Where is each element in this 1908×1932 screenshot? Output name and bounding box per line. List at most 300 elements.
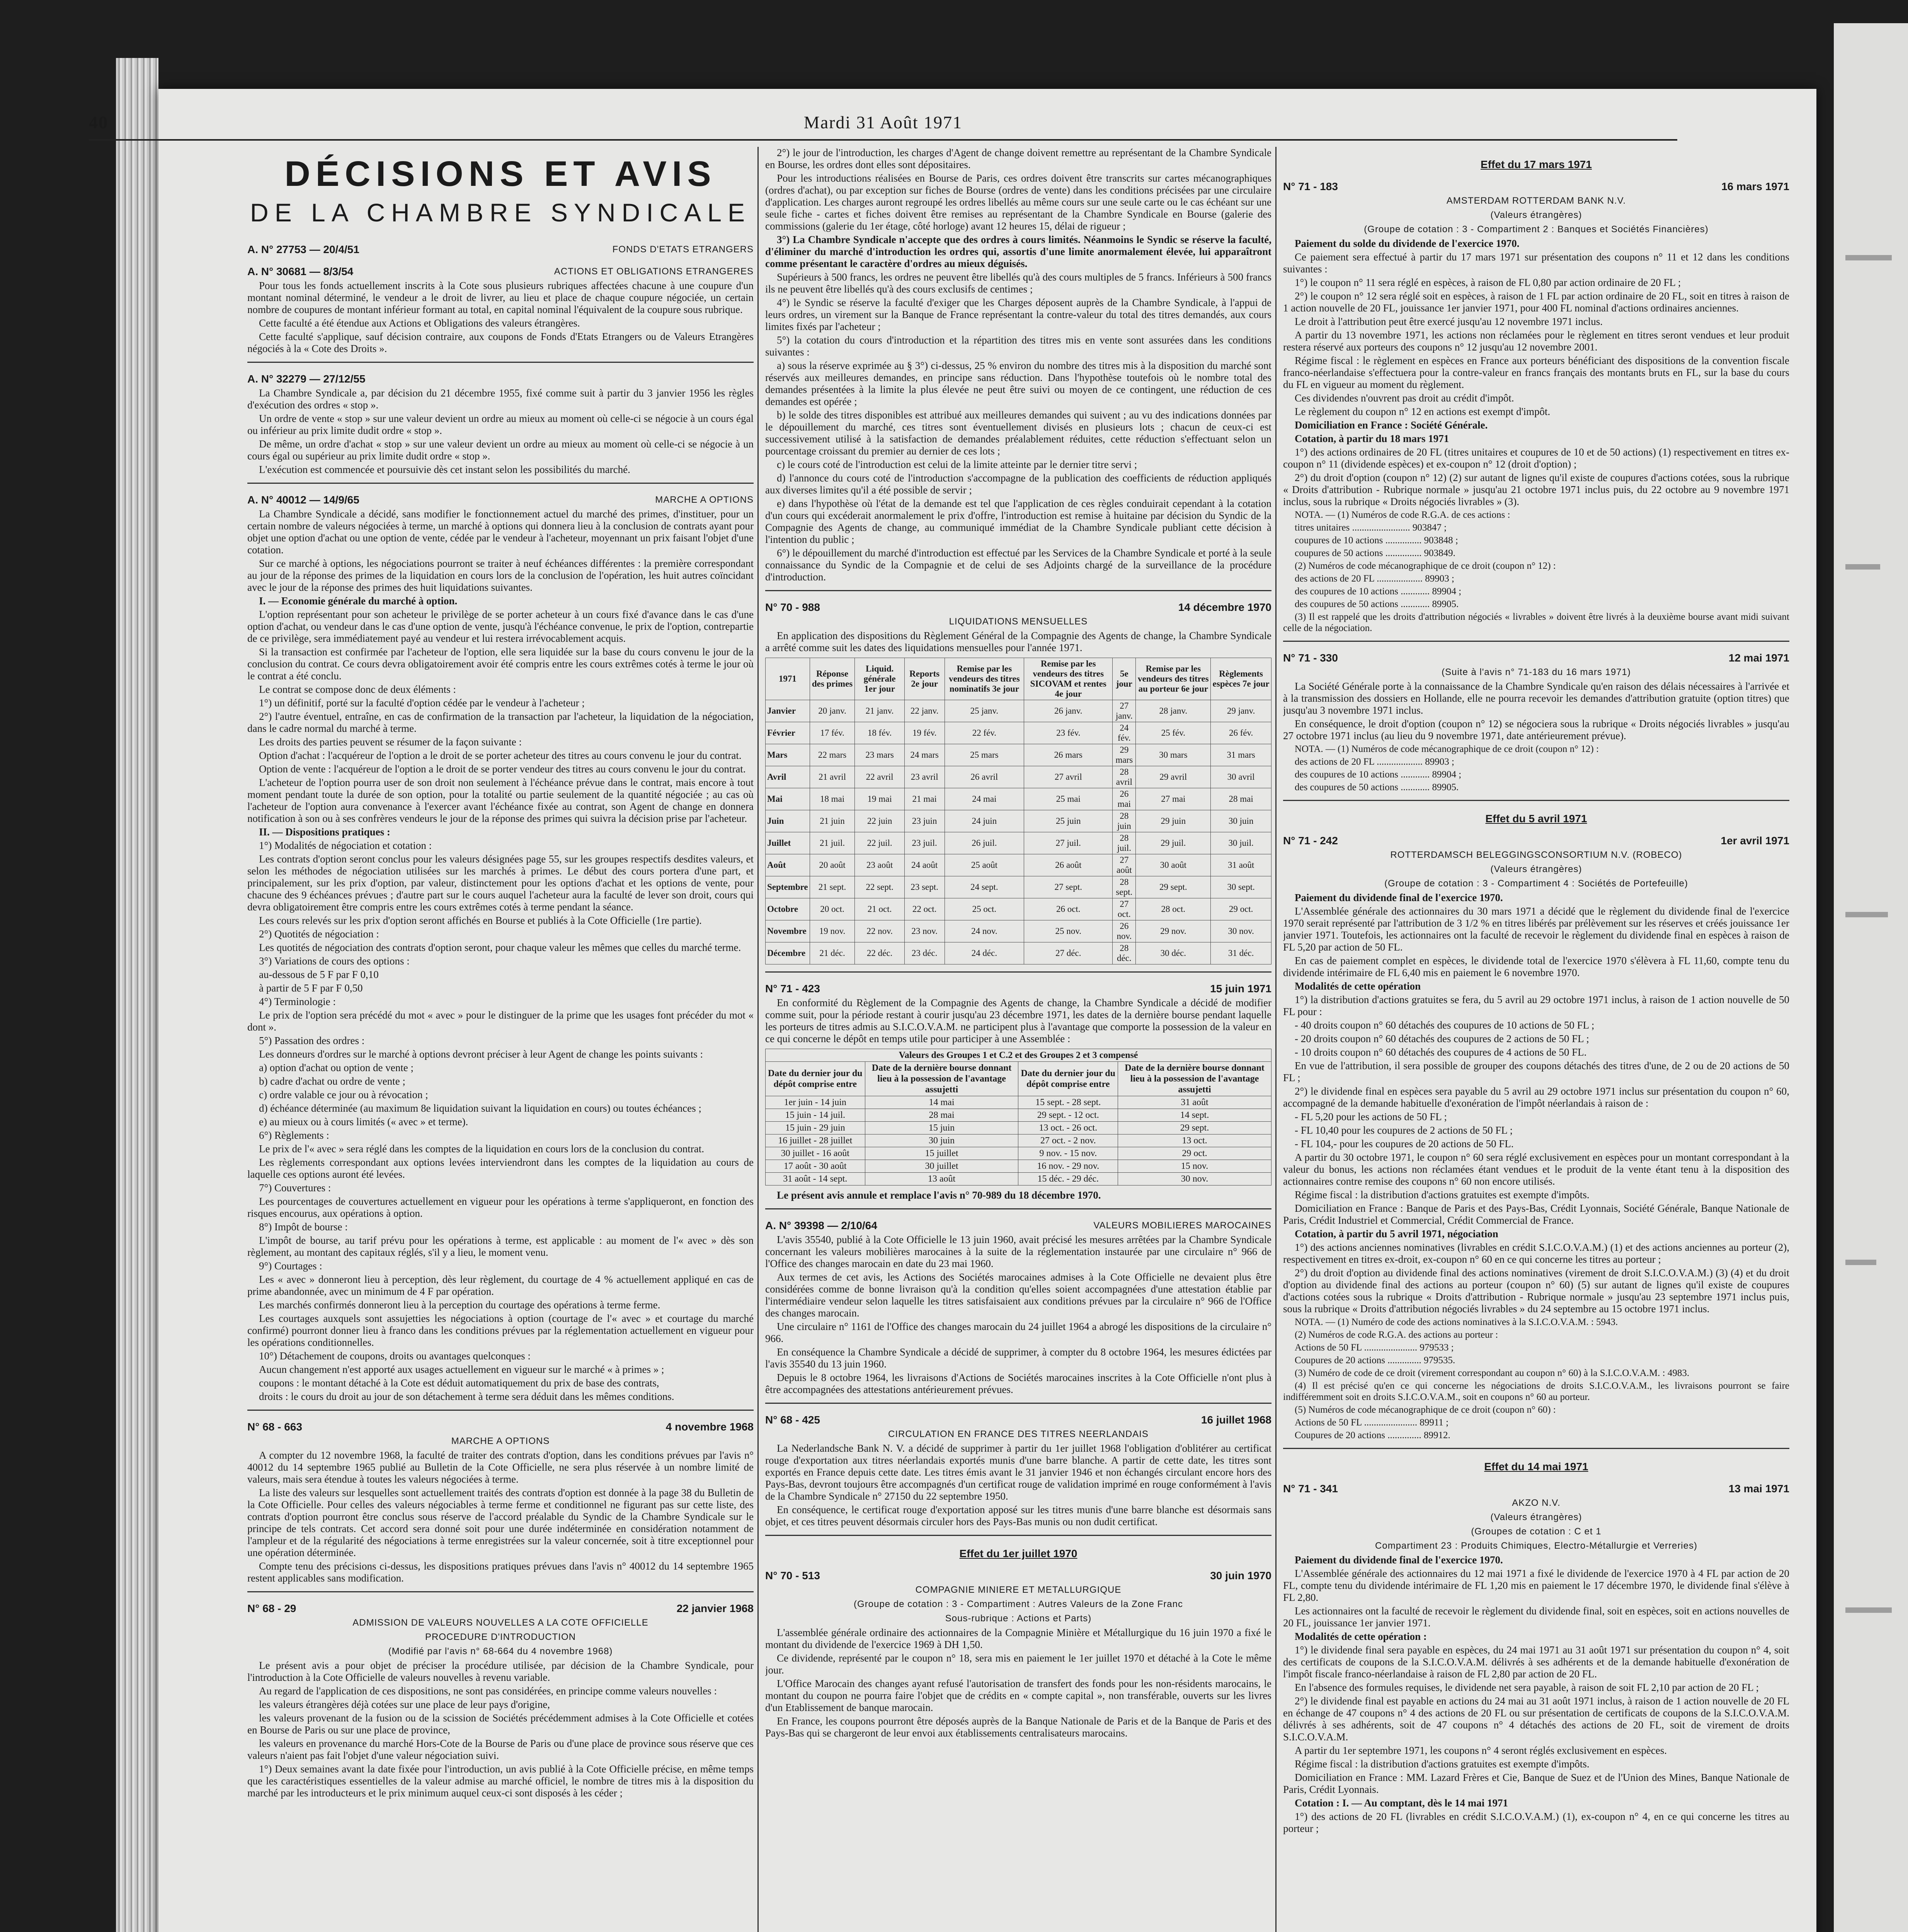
effective-date-heading: Effet du 14 mai 1971 (1484, 1461, 1588, 1473)
table-cell: 26 oct. (1024, 898, 1113, 920)
table-cell: 29 avril (1136, 766, 1211, 788)
paragraph: L'option représentant pour son acheteur le privilège de se porter acheteur à un cours fixé d'avance dans le cas d'une option d'achat, ou vendeur dans le cas d'une option de vente, jusqu'à l'échéance convenue, le prix de l'option, contrepartie de ce privilège, sera immédiatement payé au vendeur et lui restera irrévocablement acquis. (247, 609, 754, 644)
column-header: Règlements espèces 7e jour (1211, 658, 1271, 700)
table-cell: 27 janv. (1113, 700, 1136, 722)
notice-ref (1283, 180, 1789, 192)
section-heading: Modalités de cette opération (1295, 980, 1421, 992)
table-cell: 22 oct. (904, 898, 945, 920)
table-cell: 27 juil. (1024, 832, 1113, 854)
table-cell: Août (766, 854, 810, 876)
note: des coupures de 50 actions ............ 89905. (1295, 599, 1459, 609)
table-cell: 13 août (865, 1173, 1018, 1185)
paragraph: En conséquence, le droit d'option (coupon n° 12) se négociera sous la rubrique « Droits négociés livrables » jusqu'au 27 octobre 1971 inclus (au lieu du 9 novembre 1971, date antérieurement prévue). (1283, 718, 1789, 742)
ref-number: N° 70 - 513 (765, 1570, 820, 1582)
paragraph: Régime fiscal : la distribution d'actions gratuites est exempte d'impôts. (1295, 1758, 1590, 1770)
paragraph: 10°) Détachement de coupons, droits ou avantages quelconques : (259, 1350, 531, 1362)
table-cell: 27 oct. (1113, 898, 1136, 920)
notice-subtitle: (Suite à l'avis n° 71-183 du 16 mars 1971) (1442, 667, 1631, 677)
note: Actions de 50 FL ...................... 89911 ; (1295, 1417, 1449, 1428)
notice-ref (765, 601, 1271, 613)
paragraph: - 40 droits coupon n° 60 détachés des coupures de 10 actions de 50 FL ; (1295, 1019, 1595, 1031)
note: Coupures de 20 actions .............. 89912. (1295, 1430, 1450, 1440)
table-cell: 22 mars (810, 744, 855, 766)
table-cell: 15 juillet (865, 1147, 1018, 1160)
column-3 (1283, 147, 1789, 1932)
paragraph: Les actionnaires ont la faculté de recevoir le règlement du dividende final, soit en espèces, soit en actions nouvelles de 20 FL, jouissance 1er janvier 1971. (1283, 1605, 1789, 1629)
paragraph: d) l'annonce du cours coté de l'introduction s'accompagne de la publication des coefficients de réduction appliqués aux diverses limites qu'il a été possible de servir ; (765, 472, 1271, 496)
table-cell: 28 mai (1211, 788, 1271, 810)
paragraph: Ce paiement sera effectué à partir du 17 mars 1971 sur présentation des coupons n° 11 et 12 dans les conditions suivantes : (1283, 251, 1789, 275)
effective-date-heading: Effet du 1er juillet 1970 (959, 1548, 1077, 1560)
page-number: 40 (89, 112, 108, 132)
paragraph: Le règlement du coupon n° 12 en actions est exempt d'impôt. (1295, 406, 1551, 417)
table-cell: 23 fév. (1024, 722, 1113, 744)
paragraph: Sur ce marché à options, les négociations pourront se traiter à neuf échéances différentes : la première correspondant au jour de la réponse des primes de la liquidation en cours lors de la conclusion de l'opération, les huit autres coïncidant avec le jour de la réponse des primes des huit liquidations suivantes. (247, 558, 754, 593)
table-cell: 30 mars (1136, 744, 1211, 766)
paragraph: Si la transaction est confirmée par l'acheteur de l'option, elle sera liquidée sur la base du cours convenu le jour de la conclusion du contrat. Ce cours devra obligatoirement avoir été compris entre les cours extrêmes cotés à terme le jour où le contrat a été conclu. (247, 646, 754, 682)
table-cell: 29 juin (1136, 810, 1211, 832)
table-cell: 21 mai (904, 788, 945, 810)
table-cell: 25 juin (1024, 810, 1113, 832)
adjacent-text-line (1845, 255, 1892, 260)
table-cell: Novembre (766, 920, 810, 942)
table-cell: Mars (766, 744, 810, 766)
paragraph: L'Assemblée générale des actionnaires du 30 mars 1971 a décidé que le règlement du dividende final de l'exercice 1970 serait représenté par l'attribution de 3 1/2 % en titres libérés par prélèvement sur les réserves et créés jouissance 1er janvier 1971. Toutefois, les actionnaires ont la faculté de recevoir le règlement du dividende final en espèces à raison de FL 5,20 par action de 50 FL. (1283, 905, 1789, 953)
table-cell: 21 juin (810, 810, 855, 832)
issue-date: Mardi 31 Août 1971 (803, 112, 963, 132)
paragraph: Les « avec » donneront lieu à perception, dès leur règlement, du courtage de 4 % actuellement appliqué en cas de prime abandonnée, avec un minimum de 4 F par opération. (247, 1274, 754, 1297)
table-row (766, 766, 1271, 788)
paragraph: Le prix de l'« avec » sera réglé dans les comptes de la liquidation en cours lors de la conclusion du contrat. (259, 1143, 704, 1155)
table-cell: 30 sept. (1211, 876, 1271, 898)
paragraph: Domiciliation en France : MM. Lazard Frères et Cie, Banque de Suez et de l'Union des Mines, Banque Nationale de Paris, Crédit Lyonnais. (1283, 1772, 1789, 1795)
ref-title: ACTIONS ET OBLIGATIONS ETRANGERES (554, 266, 754, 277)
table-cell: 23 mars (855, 744, 904, 766)
divider (247, 1591, 754, 1592)
note: Coupures de 20 actions .............. 979535. (1295, 1355, 1455, 1366)
table-cell: 23 déc. (904, 942, 945, 964)
table-title-row (766, 1049, 1271, 1062)
table-cell: 22 fév. (945, 722, 1024, 744)
ref-number: A. N° 39398 — 2/10/64 (765, 1219, 877, 1231)
paragraph: En conformité du Règlement de la Compagnie des Agents de change, la Chambre Syndicale a décidé de modifier comme suit, pour la période restant à courir jusqu'au 23 décembre 1971, les dates de la dernière bourse pendant laquelle les porteurs de titres admis au S.I.C.O.V.A.M. ne participent plus à l'avantage que comporte la possession de la valeur en ce qui concerne le dépôt en temps utile pour participer à une Assemblée : (765, 997, 1271, 1044)
table-cell: 26 fév. (1211, 722, 1271, 744)
table-cell: 27 mai (1136, 788, 1211, 810)
column-header: Date de la dernière bourse donnant lieu à la possession de l'avantage assujetti (865, 1062, 1018, 1096)
divider (247, 362, 754, 363)
column-header: Remise par les vendeurs des titres au porteur 6e jour (1136, 658, 1211, 700)
ref-number: A. N° 30681 — 8/3/54 (247, 265, 354, 277)
table-row (766, 1173, 1271, 1185)
divider (765, 971, 1271, 973)
ref-date: 16 juillet 1968 (1201, 1414, 1271, 1426)
paragraph: - 20 droits coupon n° 60 détachés des coupures de 2 actions de 50 FL ; (1295, 1033, 1589, 1044)
adjacent-text-line (1845, 912, 1888, 917)
column-header: Remise par les vendeurs des titres nominatifs 3e jour (945, 658, 1024, 700)
paragraph: L'Office Marocain des changes ayant refusé l'autorisation de transfert des fonds pour les non-résidents marocains, le montant du coupon ne pourra faire l'objet que de crédits en « compte capital », non transférable, ouverts sur les livres d'un Etablissement de banque marocain. (765, 1678, 1271, 1713)
paragraph: L'impôt de bourse, au tarif prévu pour les opérations à terme, est applicable : au moment de l'« avec » dès son règlement, au montant des capitaux réglés, s'il y a lieu, le moment venu. (247, 1235, 754, 1258)
table-cell: 24 sept. (945, 876, 1024, 898)
table-cell: 23 juin (904, 810, 945, 832)
table-body (766, 1096, 1271, 1185)
paragraph: Cotation, à partir du 18 mars 1971 (1295, 433, 1449, 444)
paragraph: Les droits des parties peuvent se résumer de la façon suivante : (259, 736, 522, 748)
column-header: Date du dernier jour du dépôt comprise entre (766, 1062, 865, 1096)
column-header: 1971 (766, 658, 810, 700)
table-cell: 19 mai (855, 788, 904, 810)
note: des actions de 20 FL ................... 89903 ; (1295, 573, 1454, 584)
table-cell: 28 mai (865, 1109, 1018, 1122)
column-header: Réponse des primes (810, 658, 855, 700)
table-row (766, 832, 1271, 854)
section-heading: I. — Economie générale du marché à option. (259, 595, 458, 607)
masthead-title: DÉCISIONS ET AVIS (284, 154, 717, 194)
column-2 (765, 147, 1271, 1932)
table-cell: 28 avril (1113, 766, 1136, 788)
table-cell: 28 janv. (1136, 700, 1211, 722)
table-cell: 29 juil. (1136, 832, 1211, 854)
section-heading: Paiement du dividende final de l'exercice 1970. (1295, 1554, 1503, 1566)
table-row (766, 1096, 1271, 1109)
note: NOTA. — (1) Numéros de code R.G.A. de ces actions : (1295, 510, 1510, 520)
paragraph: Une circulaire n° 1161 de l'Office des changes marocain du 24 juillet 1964 a abrogé les dispositions de la circulaire n° 966. (765, 1321, 1271, 1344)
table-cell: 26 avril (945, 766, 1024, 788)
table-cell: 30 août (1136, 854, 1211, 876)
notice-ref (247, 243, 754, 255)
table-body (766, 700, 1271, 964)
paragraph: En l'absence des formules requises, le dividende net sera payable, à raison de soit FL 2,10 par action de 20 FL ; (1295, 1682, 1759, 1693)
table-cell: 27 août (1113, 854, 1136, 876)
table-cell: 18 fév. (855, 722, 904, 744)
note: coupures de 50 actions ............... 903849. (1295, 548, 1455, 558)
notice-title: COMPAGNIE MINIERE ET METALLURGIQUE (915, 1585, 1122, 1595)
ref-date: 22 janvier 1968 (676, 1602, 754, 1614)
paragraph: Les courtages auxquels sont assujetties les négociations à option (courtage de l'« avec » et courtage du marché confirmé) pourront donner lieu à franco dans les conditions prévues par la réglementation actuellement en vigueur pour les opérations conditionnelles. (247, 1313, 754, 1348)
table-cell: 19 nov. (810, 920, 855, 942)
paragraph: 2°) le dividende final en espèces sera payable du 5 avril au 29 octobre 1971 inclus sur présentation du coupon n° 60, accompagné de la demande habituelle d'exonération de l'impôt néerlandais à raison de : (1283, 1085, 1789, 1109)
table-cell: 30 juin (1211, 810, 1271, 832)
paragraph: 3°) La Chambre Syndicale n'accepte que des ordres à cours limités. Néanmoins le Syndic se réserve la faculté, d'éliminer du marché d'introduction les ordres qui, assortis d'une limite anormalement élevée, lui apparaîtront comme présentant le caractère d'ordres au mieux déguisés. (765, 234, 1271, 269)
note: des coupures de 10 actions ............ 89904 ; (1295, 769, 1462, 780)
table-cell: 21 janv. (855, 700, 904, 722)
paragraph: 6°) Règlements : (259, 1129, 329, 1141)
note: (3) Numéro de code de ce droit (virement correspondant au coupon n° 60) à la S.I.C.O.V.A.M. : 4983. (1295, 1368, 1690, 1378)
table-cell: 28 sept. (1113, 876, 1136, 898)
paragraph: 1°) Modalités de négociation et cotation : (259, 840, 432, 851)
divider (1283, 641, 1789, 642)
table-cell: 23 juil. (904, 832, 945, 854)
paragraph: Un ordre de vente « stop » sur une valeur devient un ordre au mieux au moment où celle-ci se négocie à un cours égal ou inférieur au prix limite dudit ordre « stop ». (247, 413, 754, 436)
section-heading: Modalités de cette opération : (1295, 1631, 1427, 1642)
paragraph: Régime fiscal : le règlement en espèces en France aux porteurs bénéficiant des dispositions de la convention fiscale franco-néerlandaise s'effectuera pour la contre-valeur en francs français des montants bruts en FL, sur la base du cours du FL en vigueur au moment du règlement. (1283, 355, 1789, 390)
table-cell: 29 oct. (1118, 1147, 1271, 1160)
divider (1283, 1448, 1789, 1449)
ref-date: 4 novembre 1968 (666, 1421, 754, 1433)
table-cell: 25 oct. (945, 898, 1024, 920)
ref-title: VALEURS MOBILIERES MAROCAINES (1093, 1220, 1271, 1231)
paragraph: Le présent avis annule et remplace l'avis n° 70-989 du 18 décembre 1970. (777, 1189, 1101, 1201)
paragraph: - 10 droits coupon n° 60 détachés des coupures de 4 actions de 50 FL. (1295, 1046, 1587, 1058)
divider (765, 1535, 1271, 1536)
table-cell: 29 oct. (1211, 898, 1271, 920)
paragraph: En cas de paiement complet en espèces, le dividende total de l'exercice 1970 s'élèvera à FL 11,60, compte tenu du dividende intérimaire de FL 6,40 mis en paiement le 6 novembre 1970. (1283, 955, 1789, 978)
ref-number: N° 71 - 330 (1283, 652, 1338, 664)
paragraph: Pour les introductions réalisées en Bourse de Paris, ces ordres doivent être transcrits sur cartes mécanographiques (ordres d'achat), ou par exception sur fiches de Bourse (ordres de vente) dans les conditions précisées par une circulaire d'application. Les charges auront regroupé les ordres libellés au même cours sur une seule carte ou le cas échéant sur une seule fiche - cartes et fiches doivent être remises au représentant de la Chambre Syndicale en Bourse (galerie des commissions (galerie du 1er étage, côté horloge) avant 12 heures 15, délai de rigueur ; (765, 172, 1271, 232)
table-cell: 20 août (810, 854, 855, 876)
paragraph: 2°) l'autre éventuel, entraîne, en cas de confirmation de la transaction par l'acheteur, la liquidation de la négociation, dans le cadre normal du marché à terme. (247, 711, 754, 734)
paragraph: Le prix de l'option sera précédé du mot « avec » pour le distinguer de la prime que les usages font précéder du mot « dont ». (247, 1009, 754, 1033)
running-header (89, 112, 1677, 135)
table-cell: 25 fév. (1136, 722, 1211, 744)
notice-ref (765, 983, 1271, 995)
paragraph: 2°) le jour de l'introduction, les charges d'Agent de change doivent remettre au représentant de la Chambre Syndicale en Bourse, les ordres dont elles sont dépositaires. (765, 147, 1271, 170)
table-cell: 30 juillet - 16 août (766, 1147, 865, 1160)
paragraph: 7°) Couvertures : (259, 1182, 331, 1194)
ref-number: N° 70 - 988 (765, 601, 820, 613)
paragraph: à partir de 5 F par F 0,50 (259, 982, 363, 994)
table-cell: 23 avril (904, 766, 945, 788)
paragraph: Pour tous les fonds actuellement inscrits à la Cote sous plusieurs rubriques affectées chacune à une coupure d'un montant nominal déterminé, le vendeur a le droit de livrer, au lieu et place de chaque coupure négociée, un certain nombre de coupures de montant inférieur formant au total, en capital nominal l'équivalent de la coupure sous rubrique. (247, 280, 754, 315)
table-cell: 29 janv. (1211, 700, 1271, 722)
paragraph: Cotation : I. — Au comptant, dès le 14 mai 1971 (1295, 1797, 1508, 1809)
notice-subtitle: (Groupes de cotation : C et 1 (1471, 1526, 1602, 1537)
ref-number: A. N° 32279 — 27/12/55 (247, 373, 366, 385)
paragraph: Domiciliation en France : Banque de Paris et des Pays-Bas, Crédit Lyonnais, Société Générale, Banque Nationale de Paris, Crédit Industriel et Commercial, Crédit Commercial de France. (1283, 1202, 1789, 1226)
table-cell: 26 janv. (1024, 700, 1113, 722)
paragraph: Supérieurs à 500 francs, les ordres ne peuvent être libellés qu'à des cours multiples de 5 francs. Inférieurs à 500 francs ils ne peuvent être libellés qu'à des cours exclusifs de centimes ; (765, 271, 1271, 295)
paragraph: Les marchés confirmés donneront lieu à la perception du courtage des opérations à terme ferme. (259, 1299, 660, 1311)
paragraph: 5°) la cotation du cours d'introduction et la répartition des titres mis en vente sont assurées dans les conditions suivantes : (765, 334, 1271, 358)
notice-ref (247, 494, 754, 506)
paragraph: Aux termes de cet avis, les Actions des Sociétés marocaines admises à la Cote Officielle ne devaient plus être considérées comme de bonne livraison qu'à la condition qu'elles soient accompagnées d'une attestation établie par l'intermédiaire vendeur selon laquelle les titres satisfaisaient aux conditions prévues par la circulaire n° 966 de l'Office des changes marocain. (765, 1271, 1271, 1319)
paragraph: L'acheteur de l'option pourra user de son droit non seulement à l'échéance prévue dans le contrat, mais encore à tout moment pendant toute la durée de son option, pour la totalité ou partie seulement de la quantité négociée ; au cas où l'acheteur de l'option aura convenance à l'exercer avant l'échéance fixée au contrat, son Agent de change en donnera notification à son ou à ses confrères vendeurs le jour de la réponse des primes qui suivra la décision prise par l'acheteur. (247, 777, 754, 824)
table-cell: 15 juin (865, 1122, 1018, 1134)
table-cell: 25 mai (1024, 788, 1113, 810)
table-row (766, 700, 1271, 722)
table-cell: 17 août - 30 août (766, 1160, 865, 1173)
paragraph: 1°) Deux semaines avant la date fixée pour l'introduction, un avis publié à la Cote Officielle précise, en même temps que les caractéristiques essentielles de la valeur admise au marché officiel, le nombre de titres mis à la disposition du marché par les introducteurs et le prix minimum auquel ceux-ci sont disposés à les céder ; (247, 1763, 754, 1799)
table-cell: Janvier (766, 700, 810, 722)
table-cell: 29 sept. (1118, 1122, 1271, 1134)
paragraph: les valeurs provenant de la fusion ou de la scission de Sociétés précédemment admises à la Cote Officielle et cotées en Bourse de Paris ou sur une place de province, (247, 1712, 754, 1736)
paragraph: 1°) un définitif, porté sur la faculté d'option cédée par le vendeur à l'acheteur ; (259, 697, 585, 709)
table-cell: 31 août - 14 sept. (766, 1173, 865, 1185)
table-cell: 28 juin (1113, 810, 1136, 832)
ref-number: N° 71 - 423 (765, 983, 820, 995)
ref-number: N° 71 - 341 (1283, 1483, 1338, 1495)
paragraph: 2°) le dividende final est payable en actions du 24 mai au 31 août 1971 inclus, à raison de 1 action nouvelle de 20 FL en échange de 47 coupons n° 4 des actions de 20 FL ou sur présentation de certificats de coupons de la S.I.C.O.V.A.M. délivrés à ses adhérents, soit de 47 coupons n° 4 détachés des actions de 20 FL, soit de virement de droits S.I.C.O.V.A.M. (1283, 1695, 1789, 1743)
ref-number: N° 68 - 29 (247, 1602, 296, 1614)
notice-subtitle: (Groupe de cotation : 3 - Compartiment 2 : Banques et Sociétés Financières) (1364, 224, 1709, 235)
table-cell: 24 déc. (945, 942, 1024, 964)
paragraph: Depuis le 8 octobre 1964, les livraisons d'Actions de Sociétés marocaines inscrites à la Cote Officielle n'ont plus à être accompagnées des attestations antérieurement prévues. (765, 1372, 1271, 1395)
divider (765, 1403, 1271, 1404)
table-row (766, 1160, 1271, 1173)
divider (765, 590, 1271, 591)
column-rule (1275, 147, 1277, 1932)
notice-title: ROTTERDAMSCH BELEGGINGSCONSORTIUM N.V. (ROBECO) (1390, 850, 1682, 860)
notice-ref (765, 1219, 1271, 1231)
table-cell: Juillet (766, 832, 810, 854)
table-cell: 24 mai (945, 788, 1024, 810)
paragraph: Ces dividendes n'ouvrent pas droit au crédit d'impôt. (1295, 392, 1514, 404)
table-cell: 22 avril (855, 766, 904, 788)
table-header-row (766, 1062, 1271, 1096)
table-cell: 24 mars (904, 744, 945, 766)
table-cell: 15 juin - 29 juin (766, 1122, 865, 1134)
table-cell: Juin (766, 810, 810, 832)
notice-ref (1283, 1483, 1789, 1495)
note: (4) Il est précisé qu'en ce qui concerne les négociations de droits S.I.C.O.V.A.M., les livraisons pourront se faire indifféremment soit en droits S.I.C.O.V.A.M., soit en coupons n° 60 au porteur. (1283, 1381, 1789, 1402)
note: des coupures de 50 actions ............ 89905. (1295, 782, 1459, 793)
table-cell: 26 mars (1024, 744, 1113, 766)
paragraph: 8°) Impôt de bourse : (259, 1221, 348, 1233)
paragraph: Les contrats d'option seront conclus pour les valeurs désignées page 55, sur les groupes respectifs desdites valeurs, et selon les méthodes de négociation utilisées sur les marchés à primes. Le début des cours portera d'une part, et principalement, sur les prix d'option, par valeur, distinctement pour les options d'achat et les options de vente, pour chacune des 9 échéances prévues ; d'autre part sur le cours auquel l'acheteur aura la faculté de lever son droit, cours qui devra obligatoirement être compris entre les cours extrêmes cotés à terme pendant la séance. (247, 853, 754, 913)
paragraph: Cette faculté s'applique, sauf décision contraire, aux coupons de Fonds d'Etats Etrangers ou de Valeurs Etrangères négociés à la « Cote des Droits ». (247, 331, 754, 354)
paragraph: Domiciliation en France : Société Générale. (1295, 419, 1488, 431)
paragraph: Les donneurs d'ordres sur le marché à options devront préciser à leur Agent de change les points suivants : (259, 1048, 703, 1060)
table-cell: 21 sept. (810, 876, 855, 898)
paragraph: b) cadre d'achat ou ordre de vente ; (259, 1075, 405, 1087)
notice-title: PROCEDURE D'INTRODUCTION (425, 1632, 576, 1642)
table-cell: 29 mars (1113, 744, 1136, 766)
paragraph: les valeurs étrangères déjà cotées sur une place de leur pays d'origine, (259, 1699, 550, 1710)
notice-title: LIQUIDATIONS MENSUELLES (949, 616, 1088, 627)
table-cell: 26 août (1024, 854, 1113, 876)
table-cell: 23 nov. (904, 920, 945, 942)
notice-title: AKZO N.V. (1512, 1498, 1561, 1508)
divider (247, 483, 754, 484)
paragraph: 3°) Variations de cours des options : (259, 955, 410, 967)
paragraph: 2°) du droit d'option (coupon n° 12) (2) sur autant de lignes qu'il existe de coupures d'actions cotées, sous la rubrique « Droits d'attribution - Rubrique normale » jusqu'au 21 octobre 1971 inclus puis, du 22 octobre au 9 novembre 1971 inclus, sous la rubrique « Droits négociés livrables » (3). (1283, 472, 1789, 507)
table-row (766, 1109, 1271, 1122)
paragraph: - FL 10,40 pour les coupures de 2 actions de 50 FL ; (1295, 1124, 1513, 1136)
table-cell: 22 juin (855, 810, 904, 832)
ref-date: 14 décembre 1970 (1178, 601, 1271, 613)
note: (3) Il est rappelé que les droits d'attribution négociés « livrables » doivent être livrés à la deuxième bourse avant midi suivant celle de la négociation. (1283, 612, 1789, 633)
table-cell: 24 nov. (945, 920, 1024, 942)
ref-title: FONDS D'ETATS ETRANGERS (612, 244, 754, 255)
paragraph: En vue de l'attribution, il sera possible de grouper des coupons détachés des titres d'une, de 2 ou de 20 actions de 50 FL ; (1283, 1060, 1789, 1083)
table-row (766, 788, 1271, 810)
note: titres unitaires ........................ 903847 ; (1295, 522, 1447, 533)
table-cell: 27 avril (1024, 766, 1113, 788)
effective-date-heading: Effet du 5 avril 1971 (1485, 813, 1587, 825)
table-cell: 28 déc. (1113, 942, 1136, 964)
paragraph: droits : le cours du droit au jour de son détachement à terme sera déduit dans les mêmes conditions. (259, 1391, 674, 1402)
paragraph: e) au mieux ou à cours limités (« avec » et terme). (259, 1116, 468, 1128)
paragraph: - FL 5,20 pour les actions de 50 FL ; (1295, 1111, 1447, 1122)
paragraph: Au regard de l'application de ces dispositions, ne sont pas considérées, en principe comme valeurs nouvelles : (259, 1685, 717, 1697)
ref-number: N° 71 - 183 (1283, 180, 1338, 192)
masthead-subtitle: DE LA CHAMBRE SYNDICALE (250, 198, 751, 227)
column-1 (247, 147, 754, 1932)
section-heading: Paiement du solde du dividende de l'exercice 1970. (1295, 238, 1520, 249)
paragraph: L'Assemblée générale des actionnaires du 12 mai 1971 a fixé le dividende de l'exercice 1970 à 4 FL par action de 20 FL, compte tenu du dividende intérimaire de FL 1,20 mis en paiement le 17 décembre 1970, le dividende final s'élève à FL 2,80. (1283, 1568, 1789, 1603)
table-cell: 25 août (945, 854, 1024, 876)
paragraph: En conséquence la Chambre Syndicale a décidé de supprimer, à compter du 8 octobre 1964, les mesures édictées par l'avis 35540 du 13 juin 1960. (765, 1346, 1271, 1370)
table-cell: 26 nov. (1113, 920, 1136, 942)
table-row (766, 810, 1271, 832)
liquidation-table (765, 658, 1271, 964)
table-cell: 29 nov. (1136, 920, 1211, 942)
table-cell: 24 août (904, 854, 945, 876)
table-cell: 21 avril (810, 766, 855, 788)
table-cell: 22 déc. (855, 942, 904, 964)
paragraph: Cotation, à partir du 5 avril 1971, négociation (1295, 1228, 1498, 1240)
paragraph: La Chambre Syndicale a, par décision du 21 décembre 1955, fixé comme suit à partir du 3 janvier 1956 les règles d'exécution des ordres « stop ». (247, 387, 754, 411)
notice-subtitle: (Valeurs étrangères) (1490, 864, 1582, 874)
table-cell: 31 août (1211, 854, 1271, 876)
note: des coupures de 10 actions ............ 89904 ; (1295, 586, 1462, 597)
table-cell: 27 sept. (1024, 876, 1113, 898)
paragraph: a) option d'achat ou option de vente ; (259, 1062, 414, 1073)
table-cell: Avril (766, 766, 810, 788)
table-cell: 30 nov. (1211, 920, 1271, 942)
notice-ref (1283, 652, 1789, 664)
table-title: Valeurs des Groupes 1 et C.2 et des Groupes 2 et 3 compensé (766, 1049, 1271, 1062)
paragraph: b) le solde des titres disponibles est attribué aux meilleures demandes qui suivent ; au vu des indications données par le dépouillement du marché, ces titres sont éventuellement divisés en plusieurs lots ; chacun de ceux-ci est successivement utilisé à la satisfaction de demandes préalablement réduites, cette réduction s'effectuant selon un pourcentage croissant du premier au dernier de ces lots ; (765, 409, 1271, 457)
paragraph: Cette faculté a été étendue aux Actions et Obligations des valeurs étrangères. (259, 317, 580, 329)
notice-title: ADMISSION DE VALEURS NOUVELLES A LA COTE OFFICIELLE (352, 1617, 648, 1628)
table-cell: 28 oct. (1136, 898, 1211, 920)
table-cell: 31 déc. (1211, 942, 1271, 964)
paragraph: Le droit à l'attribution peut être exercé jusqu'au 12 novembre 1971 inclus. (1295, 316, 1603, 327)
paragraph: L'assemblée générale ordinaire des actionnaires de la Compagnie Minière et Métallurgique du 16 juin 1970 a fixé le montant du dividende de l'exercice 1969 à DH 1,50. (765, 1627, 1271, 1650)
paragraph: La Nederlandsche Bank N. V. a décidé de supprimer à partir du 1er juillet 1968 l'obligation d'oblitérer au certificat rouge d'exportation aux titres néerlandais exportés munis d'une barre blanche. A partir de cette date, les titres sont exportés en France depuis cette date. Les titres émis avant le 31 janvier 1946 et non échangés circulant encore hors des Pays-Bas, devront toujours être accompagnés d'un certificat rouge de validation imprimé en rouge conformément à l'avis de la Chambre Syndicale n° 27150 du 22 septembre 1950. (765, 1442, 1271, 1502)
book-binding (116, 58, 158, 1932)
paragraph: L'avis 35540, publié à la Cote Officielle le 13 juin 1960, avait précisé les mesures arrêtées par la Chambre Syndicale concernant les valeurs mobilières marocaines à la suite de la réglementation instaurée par une circulaire n° 966 de l'Office des changes marocain en date du 23 mai 1960. (765, 1234, 1271, 1269)
table-cell: Mai (766, 788, 810, 810)
paragraph: au-dessous de 5 F par F 0,10 (259, 969, 379, 980)
paragraph: 4°) Terminologie : (259, 996, 336, 1007)
paragraph: De même, un ordre d'achat « stop » sur une valeur devient un ordre au mieux au moment où celle-ci se négocie à un cours égal ou supérieur au prix limite dudit ordre « stop ». (247, 438, 754, 462)
table-cell: 26 mai (1113, 788, 1136, 810)
notice-ref (247, 1421, 754, 1433)
table-cell: 25 mars (945, 744, 1024, 766)
ref-number: N° 68 - 425 (765, 1414, 820, 1426)
section-heading: Paiement du dividende final de l'exercice 1970. (1295, 892, 1503, 903)
table-cell: 22 sept. (855, 876, 904, 898)
paragraph: A partir du 1er septembre 1971, les coupons n° 4 seront réglés exclusivement en espèces. (1295, 1745, 1667, 1756)
paragraph: 2°) le coupon n° 12 sera réglé soit en espèces, à raison de 1 FL par action ordinaire de 20 FL, soit en titres à raison de 1 action nouvelle de 20 FL, jouissance 1er janvier 1971, pour 400 FL nominal d'actions ordinaires anciennes. (1283, 290, 1789, 314)
paragraph: En France, les coupons pourront être déposés auprès de la Banque Nationale de Paris et de la Banque de Paris et des Pays-Bas qui se chargeront de leur envoi aux établissements centralisateurs marocains. (765, 1715, 1271, 1739)
paragraph: 1°) le dividende final sera payable en espèces, du 24 mai 1971 au 31 août 1971 sur présentation du coupon n° 4, soit des certificats de coupons de la S.I.C.O.V.A.M. délivrés à ses adhérents et de la demande habituelle d'exonération de l'impôt fiscale franco-néerlandaise à raison de FL 2,80 par action de 20 FL. (1283, 1644, 1789, 1680)
note: des actions de 20 FL ................... 89903 ; (1295, 757, 1454, 767)
table-cell: 21 juil. (810, 832, 855, 854)
ref-number: A. N° 40012 — 14/9/65 (247, 494, 359, 506)
ref-date: 13 mai 1971 (1728, 1483, 1789, 1495)
table-cell: 16 nov. - 29 nov. (1018, 1160, 1118, 1173)
table-cell: 22 nov. (855, 920, 904, 942)
table-cell: 25 nov. (1024, 920, 1113, 942)
note: Actions de 50 FL ...................... 979533 ; (1295, 1342, 1454, 1353)
paragraph: Compte tenu des précisions ci-dessus, les dispositions pratiques prévues dans l'avis n° 40012 du 14 septembre 1965 restent applicables sans modification. (247, 1560, 754, 1584)
column-rule (757, 147, 759, 1932)
notice-ref (247, 265, 754, 277)
paragraph: La liste des valeurs sur lesquelles sont actuellement traités des contrats d'option est donnée à la page 38 du Bulletin de la Cote Officielle. Pour celles des valeurs négociables à terme ferme et conditionnel ne figurant pas sur cette liste, des contrats d'option pourront être conclus sous réserve de l'accord préalable du Syndic de la Chambre Syndicale sur le principe de tels contrats. Cet accord sera donné soit pour une durée indéterminée en considération notamment de l'ampleur et de la régularité des négociations à terme enregistrées sur la valeur concernée, soit à titre exceptionnel pour une opération déterminée. (247, 1487, 754, 1558)
table-cell: Décembre (766, 942, 810, 964)
table-row (766, 876, 1271, 898)
note: (5) Numéros de code mécanographique de ce droit (coupon n° 60) : (1295, 1405, 1556, 1415)
ref-number: N° 68 - 663 (247, 1421, 302, 1433)
paragraph: Ce dividende, représenté par le coupon n° 18, sera mis en paiement le 1er juillet 1970 et détaché à la Cote le même jour. (765, 1652, 1271, 1676)
paragraph: 2°) du droit d'option au dividende final des actions nominatives (virement de droit S.I.C.O.V.A.M.) (3) (4) et du droit d'option au dividende final des actions au porteur (coupon n° 60) (5) sur autant de lignes qu'il existe de coupures d'actions cotées sous la rubrique « Droits d'attribution - Rubrique normale » jusqu'au 23 septembre 1971 inclus puis, sous la rubrique « Droits d'attribution négociés livrables » du 24 septembre au 15 octobre 1971 inclus. (1283, 1267, 1789, 1315)
table-cell: 29 sept. (1136, 876, 1211, 898)
paragraph: 1°) la distribution d'actions gratuites se fera, du 5 avril au 29 octobre 1971 inclus, à raison de 1 action nouvelle de 50 FL pour : (1283, 994, 1789, 1017)
adjacent-text-line (1845, 1260, 1876, 1265)
paragraph: Les pourcentages de couvertures actuellement en vigueur pour les opérations à terme s'appliqueront, en fonction des risques encourus, aux opérations à option. (247, 1196, 754, 1219)
